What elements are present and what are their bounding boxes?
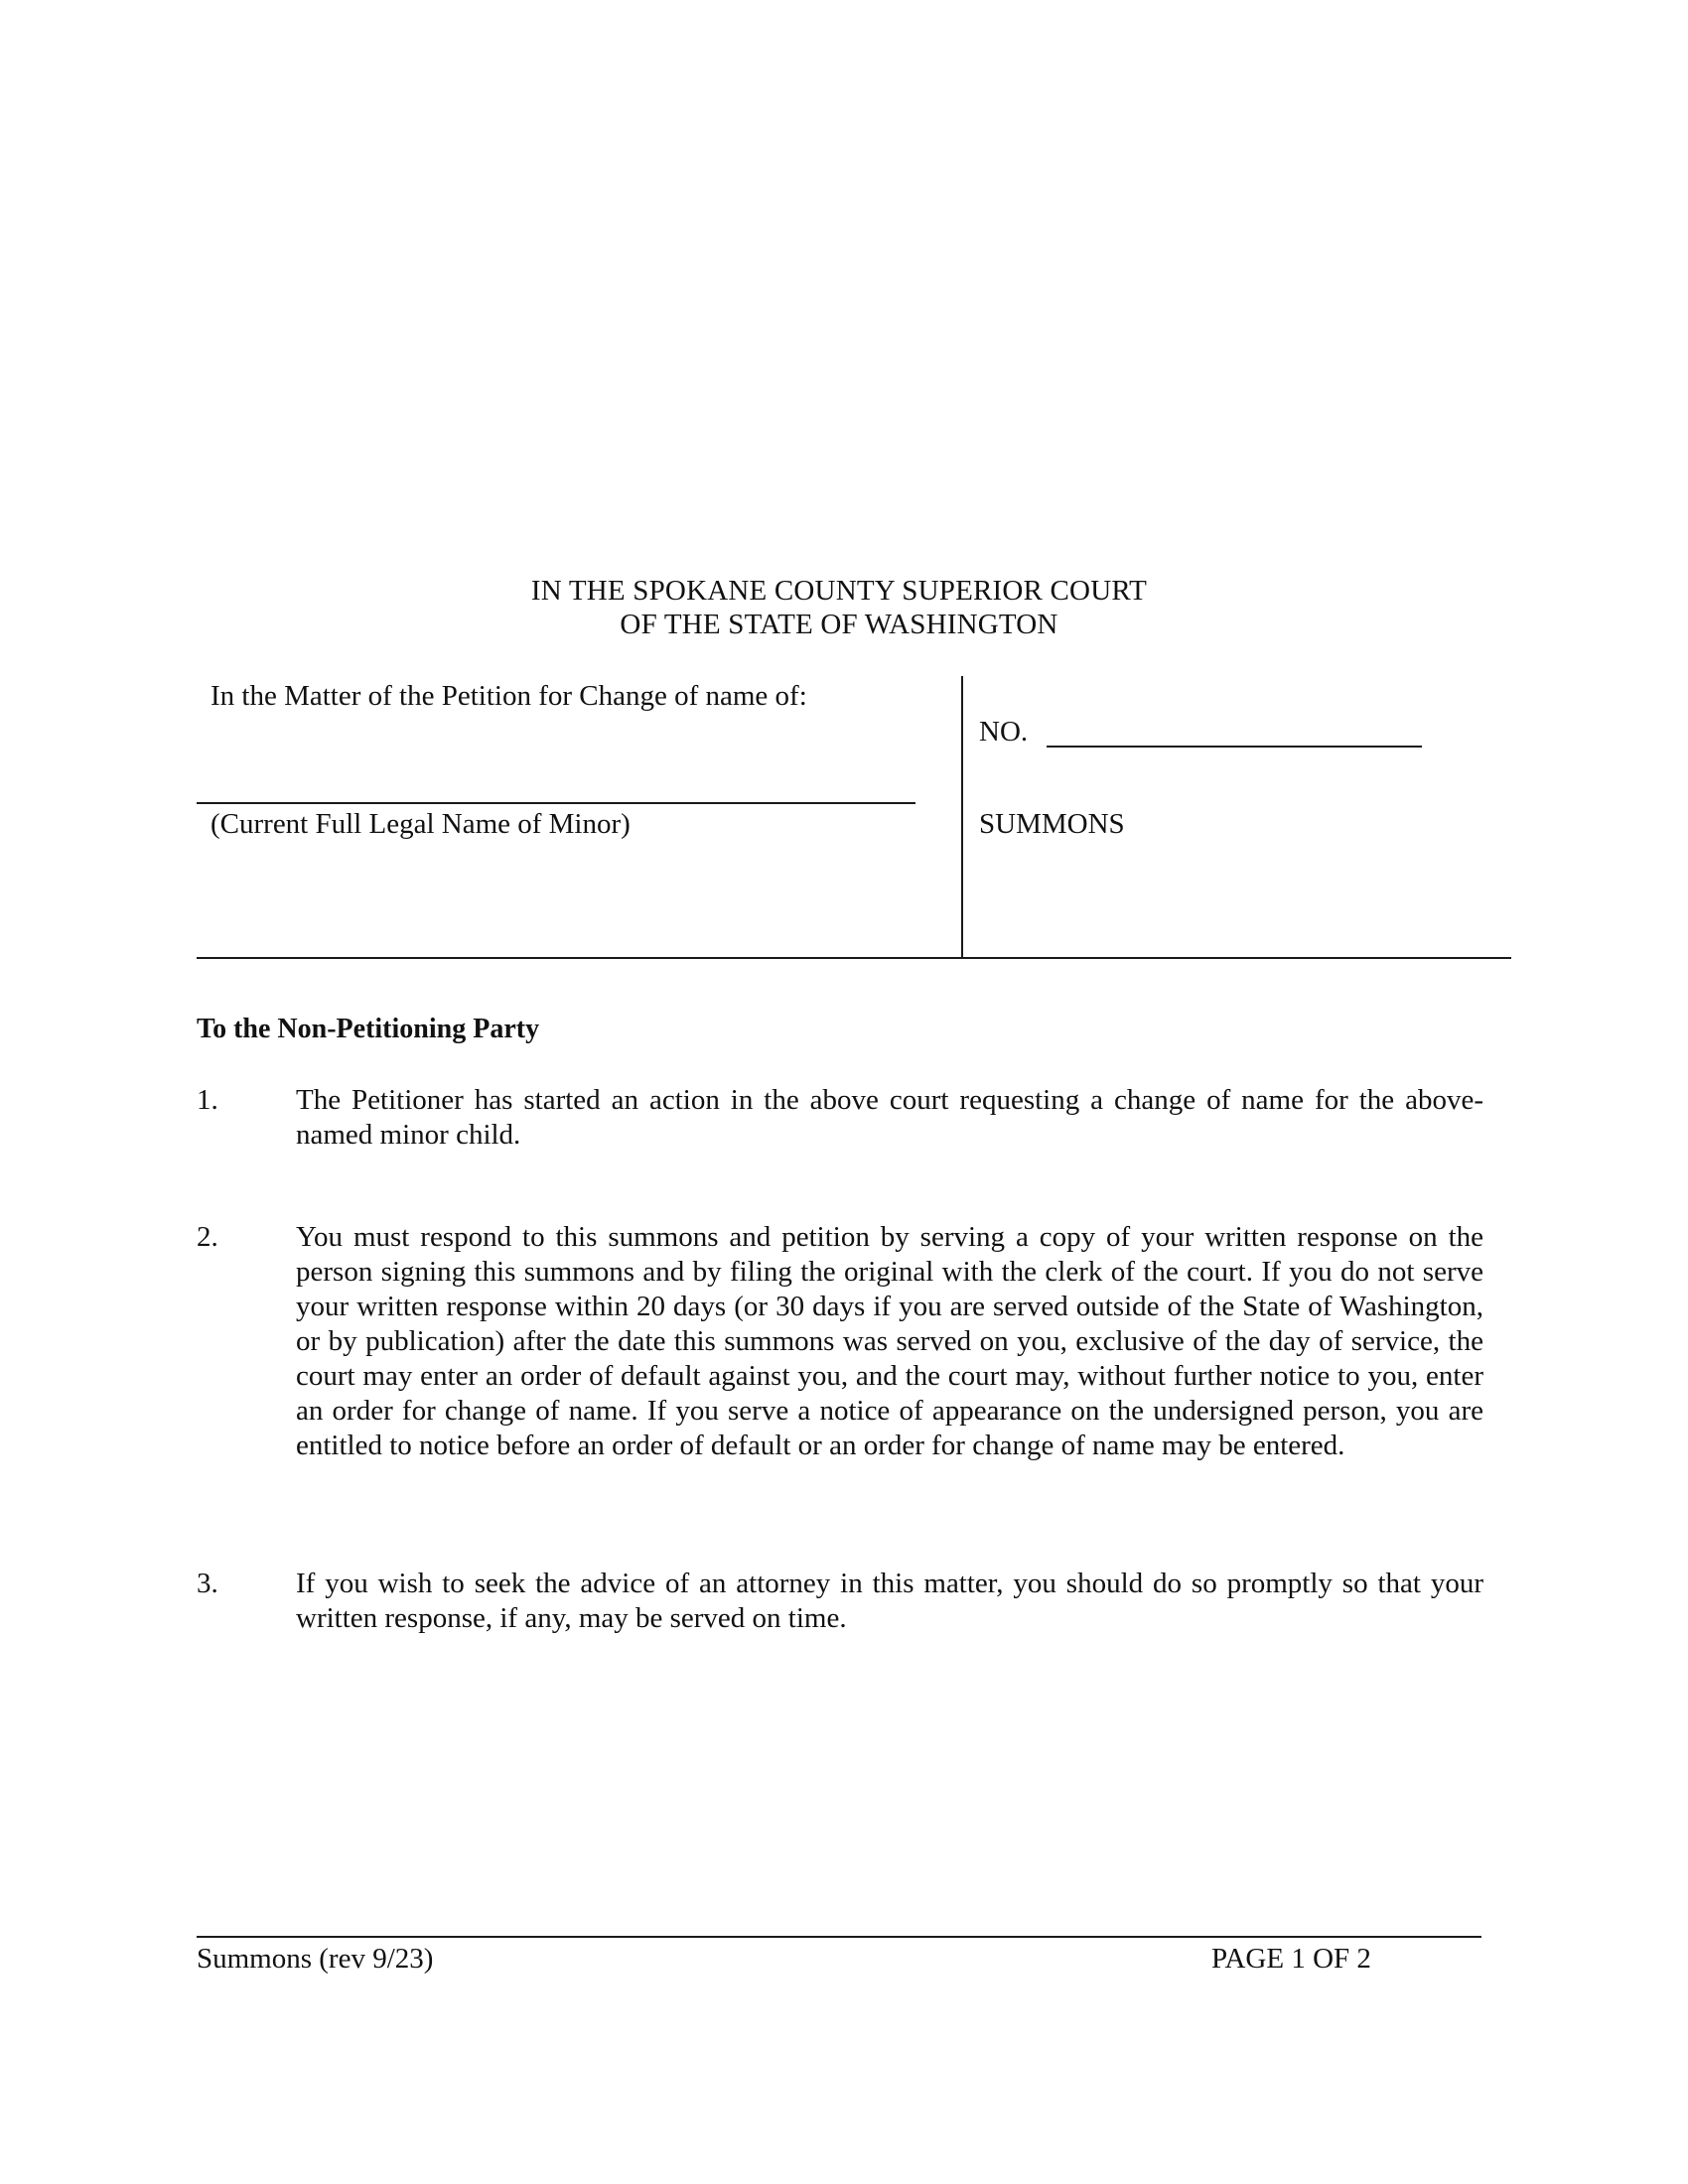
caption-divider [961,676,963,959]
item-number-1: 1. [197,1084,218,1116]
minor-name-line[interactable] [197,802,915,804]
document-title: SUMMONS [979,808,1125,840]
minor-name-label: (Current Full Legal Name of Minor) [211,808,631,840]
item-text-1: The Petitioner has started an action in the above court requesting a change of name for the above-named minor child. [296,1084,1483,1151]
item-number-2: 2. [197,1221,218,1253]
footer-page-number: PAGE 1 OF 2 [1211,1943,1371,1975]
item-number-3: 3. [197,1568,218,1599]
case-number-label: NO. [979,716,1029,748]
matter-caption: In the Matter of the Petition for Change of name of: [211,680,807,712]
footer-rule [197,1936,1481,1938]
caption-bottom-rule [197,957,1511,959]
addressee-heading: To the Non-Petitioning Party [197,1014,540,1044]
item-text-3: If you wish to seek the advice of an attorney in this matter, you should do so promptly so that your written response, if any, may be served on time. [296,1568,1483,1634]
court-name-line-2: OF THE STATE OF WASHINGTON [620,609,1058,640]
court-name-line-1: IN THE SPOKANE COUNTY SUPERIOR COURT [530,575,1148,607]
item-text-2: You must respond to this summons and petition by serving a copy of your written response on the person signing this summons and by filing the original with the clerk of the court. If you do not serve your written response within 20 days (or 30 days if you are served outside of the State of Washington, or by publication) after the date this summons was served on you, exclusive of the day of service, the court may enter an order of default against you, and the court may, without further notice to you, enter an order for change of name. If you serve a notice of appearance on the undersigned person, you are entitled to notice before an order of default or an order for change of name may be entered. [296,1221,1483,1461]
footer-form-id: Summons (rev 9/23) [197,1943,434,1975]
case-number-line[interactable] [1047,746,1422,748]
